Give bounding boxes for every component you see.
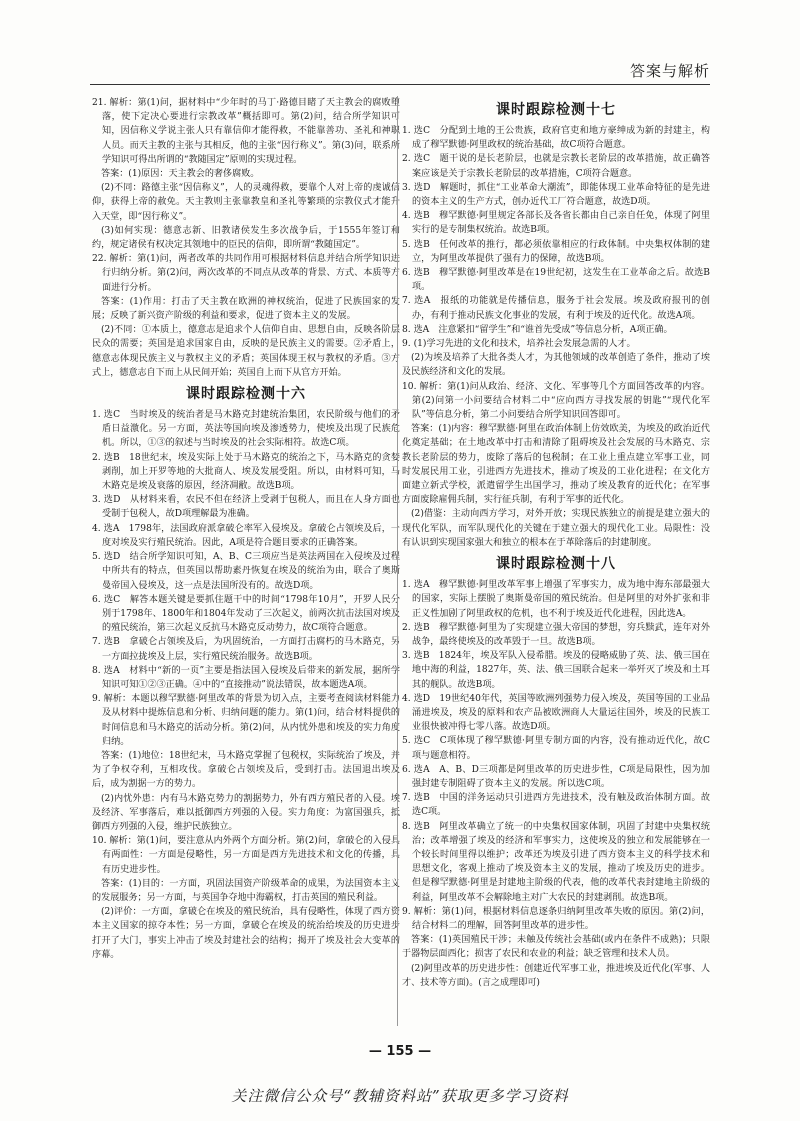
page-header: [90, 58, 710, 85]
answer-paragraph: 3. 选D 从材料来看，农民不但在经济上受剥于包税人，而且在人身方面也受制于包税人，故D项理解最为准确。: [92, 495, 400, 520]
answer-paragraph: 6. 选B 穆罕默德·阿里改革是在19世纪初，这发生在工业革命之后。故选B项。: [402, 268, 710, 293]
answer-paragraph: 答案：(1)目的：一方面，巩固法国资产阶级革命的成果，为法国资本主义的发展服务；另一方面，与英国争夺地中海霸权，打击英国的殖民利益。: [92, 878, 400, 903]
answer-paragraph: (2)借鉴：主动向西方学习，对外开放；实现民族独立的前提是建立强大的现代化军队，而军队现代化的关键在于建立强大的现代化工业。局限性：没有认识到实现国家强大和独立的根本在于革除落后的封建制度。: [402, 509, 710, 548]
answer-paragraph: 5. 选D 结合所学知识可知，A、B、C三项应当是英法两国在入侵埃及过程中所共有的特点，但英国以帮助素丹恢复在埃及的统治为由，联合了奥斯曼帝国入侵埃及，这一点是法国所没有的。故选D项。: [92, 552, 400, 591]
answer-paragraph: (2)评价：一方面，拿破仑在埃及的殖民统治，具有侵略性，体现了西方资本主义国家的掠夺本性；另一方面，拿破仑在埃及的统治给埃及的历史进步打开了大门，事实上冲击了埃及封建社会的结构；揭开了埃及社会大变革的序幕。: [92, 907, 400, 960]
answer-paragraph: 2. 选C 题干说的是长老阶层，也就是宗教长老阶层的改革措施，故正确答案应该是关于宗教长老阶层的改革措施，C项符合题意。: [402, 154, 710, 179]
answer-paragraph: 6. 选A A、B、D三项都是阿里改革的历史进步性，C项是局限性，因为加强封建专制阻碍了资本主义的发展。所以选C项。: [402, 764, 710, 789]
answer-paragraph: 5. 选B 任何改革的推行，都必须依靠相应的行政体制。中央集权体制的建立，为阿里改革提供了强有力的保障，故选B项。: [402, 239, 710, 264]
answer-paragraph: (2)内忧外患：内有马木路克势力的割据势力，外有西方殖民者的入侵。埃及经济、军事落后，难以抵御西方列强的入侵。实力角度：为富国强兵，抵御西方列强的入侵，维护民族独立。: [92, 793, 400, 832]
column-divider: [397, 96, 398, 1026]
answer-paragraph: 8. 选A 注意紧扣“留学生”和“谁首先受成”等信息分析，A项正确。: [402, 324, 673, 335]
answer-paragraph: 答案：(1)地位：18世纪末，马木路克掌握了包税权，实际统治了埃及，并为了争权夺利，互相攻伐。拿破仑占领埃及后，受到打击。法国退出埃及后，成为割据一方的势力。: [92, 750, 400, 790]
answer-paragraph: 6. 选C 解答本题关键是要抓住题干中的时间“1798年10月”，开罗人民分别于1798年、1800年和1804年发动了三次起义，前两次抗击法国对埃及的殖民统治，第三次起义反抗马木路克反动势力，故C项符合题意。: [92, 594, 400, 634]
answer-paragraph: (2)阿里改革的历史进步性：创建近代军事工业，推进埃及近代化(军事、人才、技术等方面)。(言之成理即可): [402, 963, 710, 988]
answer-paragraph: 4. 选B 穆罕默德·阿里规定各部长及各省长都由自己亲自任免，体现了阿里实行的是专制集权统治。故选B项。: [402, 211, 710, 236]
right-column: [402, 96, 710, 990]
answer-paragraph: 4. 选A 1798年，法国政府派拿破仑率军入侵埃及。拿破仑占领埃及后，一度对埃及实行殖民统治。因此，A项是符合题目要求的正确答案。: [92, 523, 400, 548]
answer-paragraph: 5. 选C C项体现了穆罕默德·阿里专制方面的内容，没有推动近代化，故C项与题意相符。: [402, 736, 710, 761]
answer-paragraph: 3. 选D 解题时，抓住“工业革命大潮流”，即能体现工业革命特征的是先进的资本主义的生产方式，创办近代工厂符合题意，故选D项。: [402, 182, 710, 208]
answer-paragraph: 7. 选A 报纸的功能就是传播信息，服务于社会发展。埃及政府报刊的创办，有利于推动民族文化事业的发展，有利于埃及的近代化。故选A项。: [402, 296, 710, 321]
answer-paragraph: (3)如何实现：德意志新、旧教诸侯发生多次战争后，于1555年签订和约，规定诸侯有权决定其领地中的臣民的信仰，即所谓“教随国定”。: [92, 225, 400, 251]
answer-paragraph: 7. 选B 中国的洋务运动只引进西方先进技术，没有触及政治体制方面。故选C项。: [402, 793, 710, 818]
answer-paragraph: 4. 选D 19世纪40年代，英国等欧洲列强势力侵入埃及，英国等国的工业品涌进埃及，埃及的原料和农产品被欧洲商人大量运往国外，埃及的民族工业很快被冲得七零八落。故选D项。: [402, 693, 710, 733]
answer-paragraph: (2)不同：①本质上，德意志是追求个人信仰自由、思想自由，反映各阶层民众的需要；英国是追求国家自由，反映的是民族主义的需要。②矛盾上，德意志体现民族主义与教权主义的矛盾；英国体现王权与教权的矛盾。③方式上，德意志自下而上从民间开始；英国自上而下从官方开始。: [92, 325, 400, 378]
answer-paragraph: 9. 解析：本题以穆罕默德·阿里改革的背景为切入点，主要考查阅读材料能力及从材料中提炼信息和分析、归纳问题的能力。第(1)问，结合材料提供的时间信息和马木路克的活动分析。第(2)问，从内忧外患和埃及的实力角度归纳。: [92, 694, 400, 747]
answer-paragraph: 答案：(1)作用：打击了天主教在欧洲的神权统治，促进了民族国家的发展；反映了新兴资产阶级的利益和要求，促进了资本主义的发展。: [92, 296, 400, 322]
answer-paragraph: 答案：(1)英国殖民干涉；未触及传统社会基础(或内在条件不成熟)；只限于器物层面西化；损害了农民和农业的利益；缺乏管理和技术人员。: [402, 935, 710, 960]
answer-paragraph: 2. 选B 穆罕默德·阿里为了实现建立强大帝国的梦想，穷兵黩武，连年对外战争，最终使埃及的改革毁于一旦。故选B项。: [402, 622, 710, 647]
answer-paragraph: 8. 选A 材料中“新的一页”主要是指法国入侵埃及后带来的新发展，据所学知识可知①②③正确。④中的“直接推动”说法错误，故本题选A项。: [92, 665, 400, 690]
answer-paragraph: 答案：(1)内容：穆罕默德·阿里在政治体制上仿效欧美，为埃及的政治近代化奠定基础；在土地改革中打击和清除了阻碍埃及社会发展的马木路克、宗教长老阶层的势力，废除了落后的包税制；在工业上重点建立军事工业，同时发展民用工业，引进西方先进技术，推动了埃及的工业化进程；在文化方面建立新式学校，派遣留学生出国学习，推动了埃及教育的近代化；在军事方面废除雇佣兵制，实行征兵制，有利于军事的近代化。: [402, 424, 710, 506]
answer-paragraph: 1. 选A 穆罕默德·阿里改革军事上增强了军事实力，成为地中海东部最强大的国家，实际上摆脱了奥斯曼帝国的殖民统治。但是阿里的对外扩张和非正义性加剧了阿里政权的危机，也不利于埃及近代化进程，因此选A。: [402, 580, 710, 619]
answer-paragraph: 10. 解析：第(1)问从政治、经济、文化、军事等几个方面回答改革的内容。第(2)问第一小问要结合材料二中“应向西方寻找发展的钥匙”“现代化军队”等信息分析，第二小问要结合所学知识回答即可。: [402, 381, 710, 421]
answer-paragraph: 答案：(1)原因：天主教会的奢侈腐败。: [101, 169, 260, 180]
answer-paragraph: 8. 选B 阿里改革确立了统一的中央集权国家体制，巩固了封建中央集权统治；改革增强了埃及的经济和军事实力，这使埃及的独立和发展能够在一个较长时间里得以维护；改革还为埃及引进了西方资本主义的科学技术和思想文化，客观上推动了埃及资本主义的发展，推动了埃及历史的进步。但是穆罕默德·阿里是封建地主阶级的代表，他的改革代表封建地主阶级的利益，阿里改革不会解除地主对广大农民的封建剥削。故选B项。: [402, 821, 710, 903]
section-title: 课时跟踪检测十八: [496, 556, 616, 573]
footer-watermark: 关注微信公众号“教辅资料站”获取更多学习资料: [231, 1087, 569, 1105]
section-title: 课时跟踪检测十六: [186, 386, 306, 403]
answer-paragraph: 22. 解析：第(1)问，两者改革的共同作用可根据材料信息并结合所学知识进行归纳分析。第(2)问，两次改革的不同点从改革的背景、方式、本质等方面进行分析。: [92, 254, 400, 293]
answer-paragraph: 2. 选B 18世纪末，埃及实际上处于马木路克的统治之下，马木路克的贪婪剥削，加上开罗等地的大批商人、埃及发展受阻。所以，由材料可知，马木路克是埃及衰落的原因，经济凋敝。故选B项。: [92, 452, 400, 492]
answer-paragraph: 7. 选B 拿破仑占领埃及后，为巩固统治，一方面打击腐朽的马木路克，另一方面拉拢埃及上层，实行殖民统治服务。故选B项。: [92, 637, 400, 662]
answer-paragraph: 1. 选C 分配到土地的王公贵族，政府官吏和地方豪绅成为新的封建主，构成了穆罕默德·阿里政权的统治基础，故C项符合题意。: [402, 126, 710, 151]
header-title: 答案与解析: [629, 62, 710, 80]
left-column: [92, 96, 400, 962]
answer-paragraph: 1. 选C 当时埃及的统治者是马木路克封建统治集团，农民阶级与他们的矛盾日益激化。另一方面，英法等国向埃及渗透势力，使埃及出现了民族危机。所以，①③的叙述与当时埃及的社会实际相符。故选C项。: [92, 410, 400, 449]
answer-paragraph: 9. (1)学习先进的文化和技术，培养社会发展急需的人才。: [402, 339, 636, 350]
answer-paragraph: (2)为埃及培养了大批各类人才，为其他领域的改革创造了条件，推动了埃及民族经济和文化的发展。: [402, 353, 710, 378]
answer-paragraph: 3. 选B 1824年，埃及军队入侵希腊。埃及的侵略威胁了英、法、俄三国在地中海的利益，1827年，英、法、俄三国联合起来一举歼灭了埃及和土耳其的舰队。故选B项。: [402, 651, 710, 690]
answer-paragraph: 9. 解析：第(1)问，根据材料信息逐条归纳阿里改革失败的原因。第(2)问，结合材料二的理解，回答阿里改革的进步性。: [402, 906, 710, 931]
answer-paragraph: 10. 解析：第(1)问，要注意从内外两个方面分析。第(2)问，拿破仑的入侵具有两面性：一方面是侵略性，另一方面是西方先进技术和文化的传播，具有历史进步性。: [92, 836, 400, 875]
page-number: — 155 —: [368, 1044, 432, 1059]
answer-paragraph: (2)不同：路德主张“因信称义”，人的灵魂得救，要靠个人对上帝的虔诚信仰，获得上帝的赦免。天主教则主张靠教皇和圣礼等繁琐的宗教仪式才能升入天堂，即“因行称义”。: [92, 183, 400, 222]
section-title: 课时跟踪检测十七: [496, 102, 616, 118]
answer-paragraph: 21. 解析：第(1)问，据材料中“少年时的马丁·路德目睹了天主教会的腐败堕落，使下定决心要进行宗教改革”概括即可。第(2)问，结合所学知识可知，因信称义学说主张人只有靠信仰才能得救，不能靠善功、圣礼和神职人员。而天主教的主张与其相反，他的主张“因行称义”。第(3)问，联系所学知识可得出所谓的“教随国定”原则的实现过程。: [92, 98, 400, 165]
